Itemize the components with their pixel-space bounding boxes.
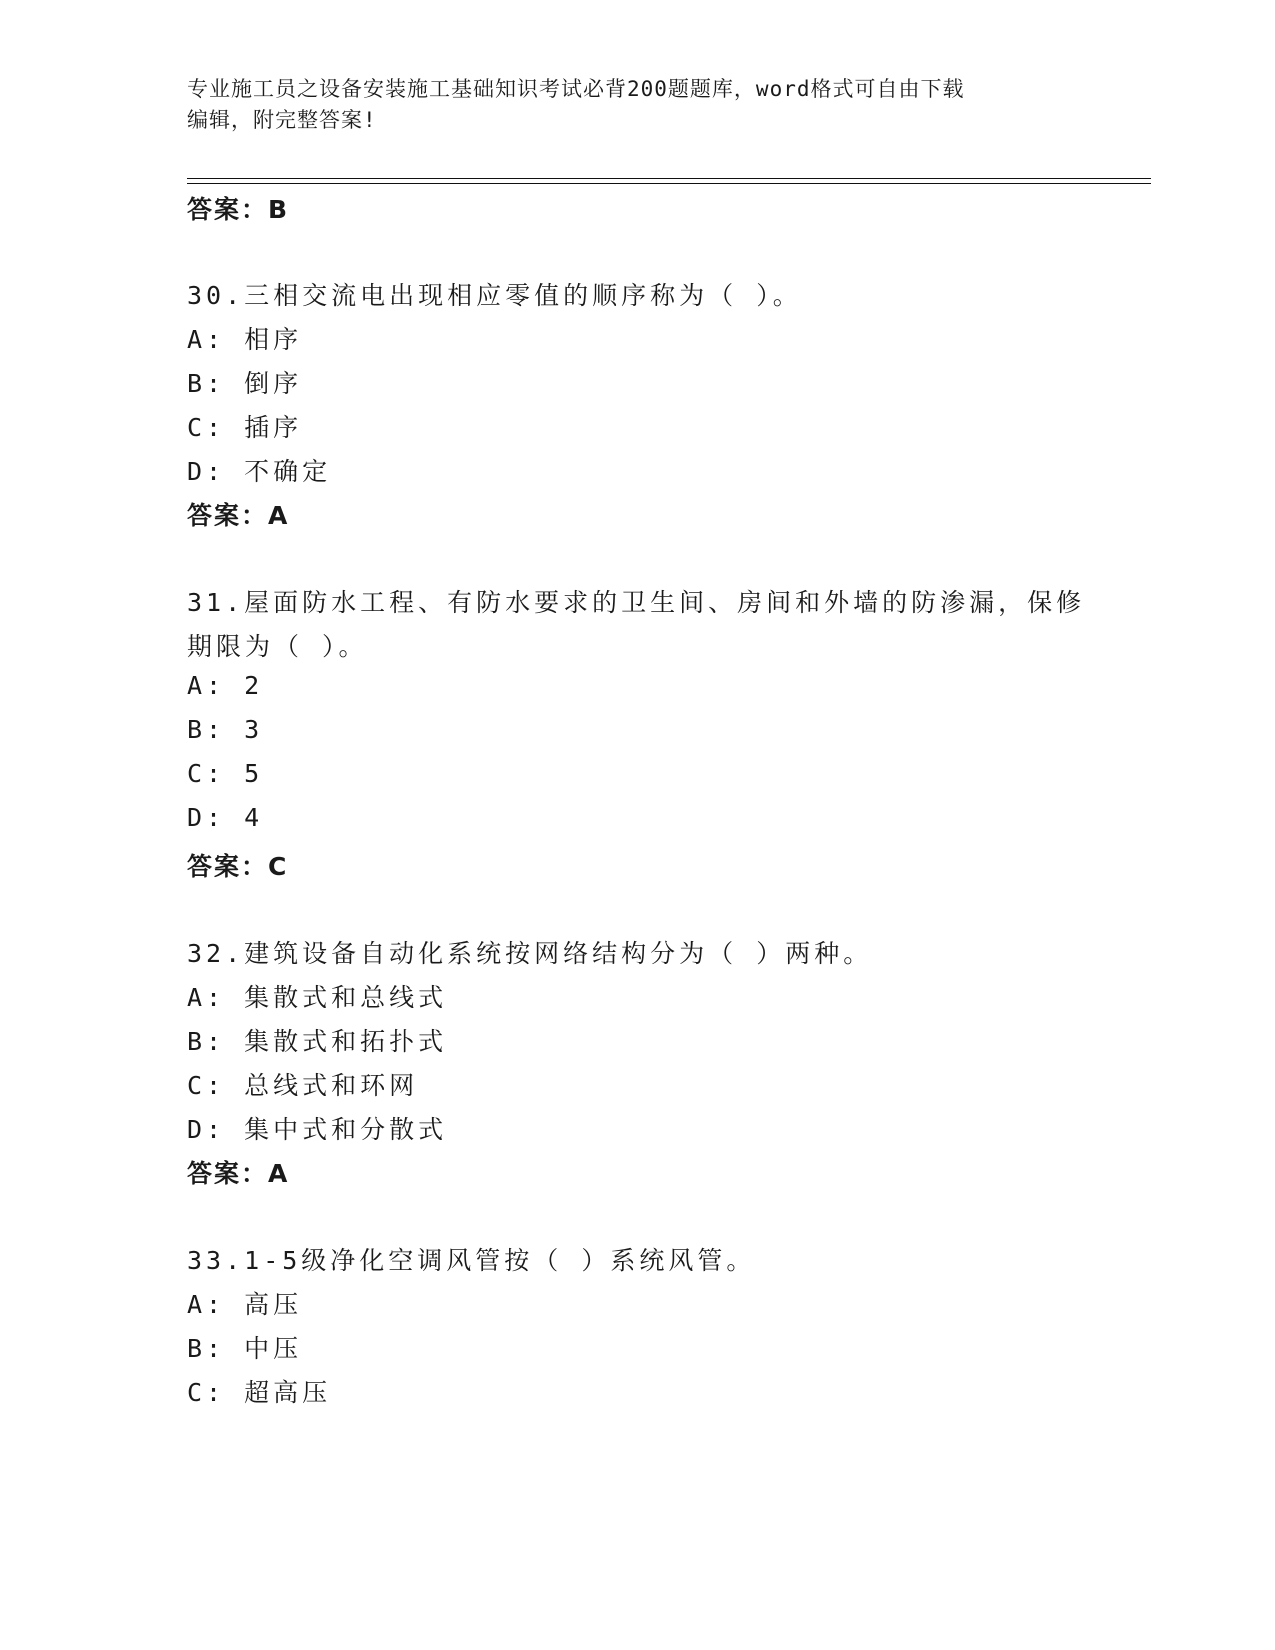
question-31-stem-line-2: 期限为（ ）。 — [187, 632, 368, 661]
question-31-answer: 答案：C — [187, 852, 289, 881]
question-30-option-a: A: 相序 — [187, 325, 303, 354]
question-30-option-d: D: 不确定 — [187, 457, 332, 486]
question-33-option-a: A: 高压 — [187, 1290, 303, 1319]
header-line-2: 编辑，附完整答案! — [187, 108, 377, 132]
header-line-1: 专业施工员之设备安装施工基础知识考试必背200题题库，word格式可自由下载 — [187, 77, 965, 101]
question-31-stem-line-1: 31.屋面防水工程、有防水要求的卫生间、房间和外墙的防渗漏，保修 — [187, 588, 1086, 617]
question-32-stem: 32.建筑设备自动化系统按网络结构分为（ ）两种。 — [187, 939, 873, 968]
previous-answer: 答案：B — [187, 195, 290, 224]
question-31-option-d: D: 4 — [187, 803, 264, 832]
question-30-option-b: B: 倒序 — [187, 369, 303, 398]
question-31-option-b: B: 3 — [187, 715, 264, 744]
question-33-stem: 33.1-5级净化空调风管按（ ）系统风管。 — [187, 1246, 756, 1275]
question-32-option-c: C: 总线式和环网 — [187, 1071, 419, 1100]
question-32-option-d: D: 集中式和分散式 — [187, 1115, 448, 1144]
question-31-option-a: A: 2 — [187, 671, 264, 700]
question-31-option-c: C: 5 — [187, 759, 264, 788]
question-30-answer: 答案：A — [187, 501, 290, 530]
question-33-option-b: B: 中压 — [187, 1334, 303, 1363]
header-rule-bottom — [187, 183, 1151, 184]
question-32-answer: 答案：A — [187, 1159, 290, 1188]
question-30-option-c: C: 插序 — [187, 413, 303, 442]
question-32-option-b: B: 集散式和拓扑式 — [187, 1027, 448, 1056]
question-32-option-a: A: 集散式和总线式 — [187, 983, 448, 1012]
question-30-stem: 30.三相交流电出现相应零值的顺序称为（ ）。 — [187, 281, 802, 310]
header-rule-top — [187, 178, 1151, 179]
question-33-option-c: C: 超高压 — [187, 1378, 332, 1407]
document-header — [187, 74, 1067, 136]
